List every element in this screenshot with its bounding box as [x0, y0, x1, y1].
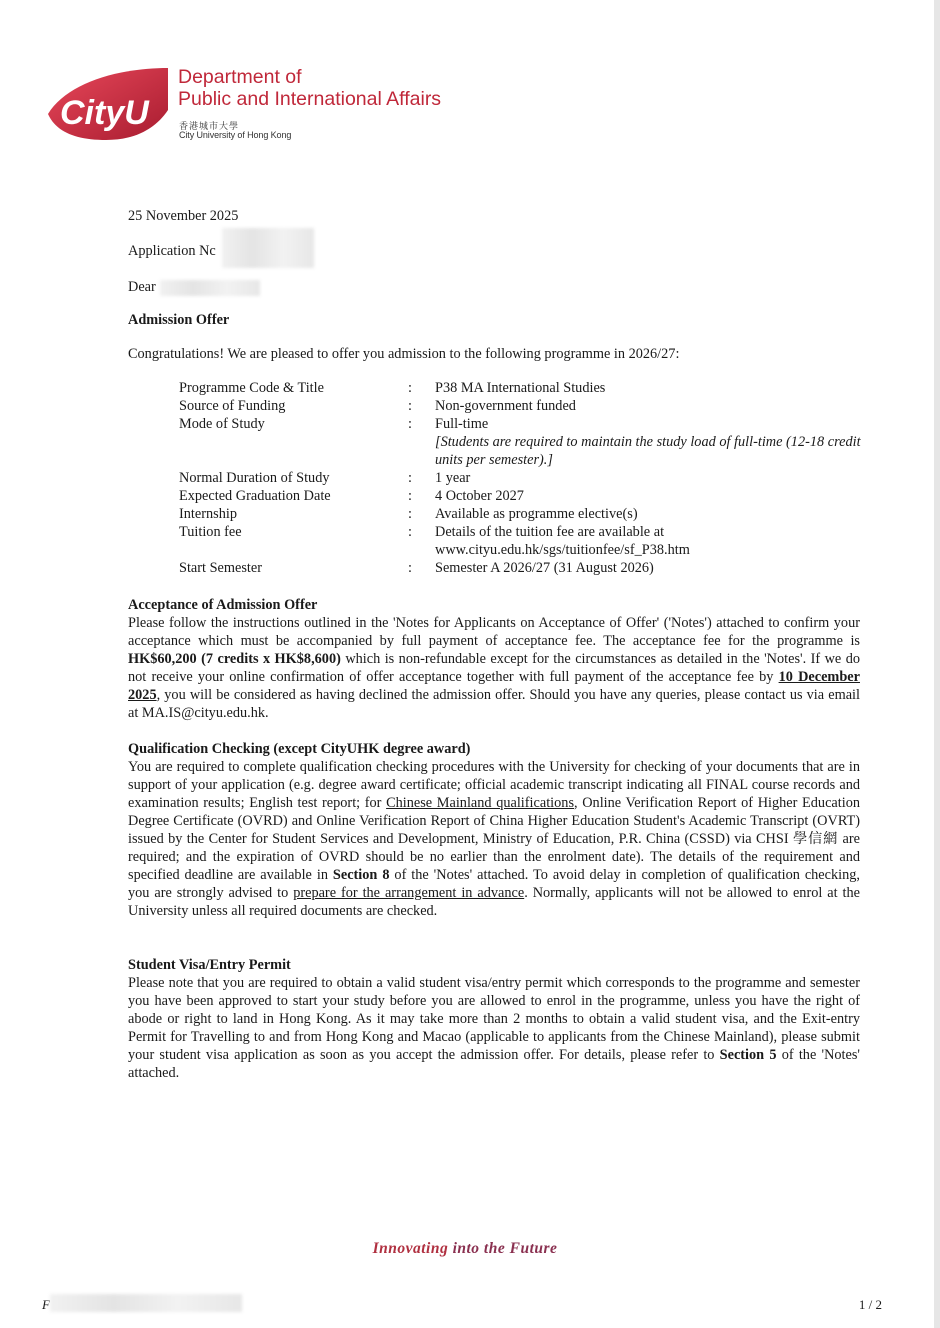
section-8-ref: Section 8: [332, 867, 390, 883]
qualification-heading: Qualification Checking (except CityUHK degree award): [128, 741, 471, 757]
row-value: 1 year: [435, 470, 471, 486]
acceptance-text-1: Please follow the instructions outlined in the 'Notes for Applicants on Acceptance of Offer' ('Notes') attached to confirm your acceptance which must be accompanied by full payment of acceptance fee. The acceptance fee for the programme is: [128, 615, 860, 649]
reference-prefix: F: [42, 1297, 50, 1312]
row-colon: :: [408, 398, 412, 414]
row-colon: :: [408, 488, 412, 504]
intro-text: Congratulations! We are pleased to offer you admission to the following programme in 2026/27:: [128, 346, 680, 362]
logo-text: CityU: [60, 94, 149, 132]
row-label: Start Semester: [179, 560, 262, 576]
qualification-text-4: . Normally, applicants will not be allowed to enrol at the University unless all required documents are checked.: [128, 885, 860, 919]
row-label: Normal Duration of Study: [179, 470, 330, 486]
section-5-ref: Section 5: [719, 1047, 777, 1063]
row-colon: :: [408, 524, 412, 540]
dept-line-1: Department of: [178, 66, 302, 88]
subject-heading: Admission Offer: [128, 312, 230, 328]
qualification-text-3: of the 'Notes' attached. To avoid delay in completion of qualification checking, you are strongly advised to: [128, 867, 860, 901]
letter-date: 25 November 2025: [128, 208, 239, 224]
page-edge: [934, 0, 940, 1328]
row-colon: :: [408, 416, 412, 432]
study-load-note-text: [Students are required to maintain the study load of full-time (12-18 credit units per semester).]: [435, 434, 861, 468]
visa-heading: Student Visa/Entry Permit: [128, 957, 291, 973]
slogan-part-2: into the Future: [448, 1240, 558, 1257]
row-label: Tuition fee: [179, 524, 242, 540]
page-number: 1 / 2: [858, 1297, 882, 1312]
university-name-chinese: 香港城市大學: [179, 122, 240, 132]
salutation: Dear: [128, 279, 156, 295]
footer-slogan: [0, 1240, 930, 1258]
visa-text-2: of the 'Notes' attached.: [128, 1047, 861, 1081]
redacted-reference: [50, 1294, 242, 1312]
row-value: Full-time: [435, 416, 489, 432]
chinese-mainland-qualifications-link[interactable]: Chinese Mainland qualifications: [386, 795, 575, 811]
row-label: Mode of Study: [179, 416, 265, 432]
acceptance-fee: HK$60,200 (7 credits x HK$8,600): [128, 651, 341, 667]
row-label: Programme Code & Title: [179, 380, 324, 396]
study-load-note: [435, 433, 867, 469]
acceptance-section: [128, 596, 860, 722]
university-name-english: City University of Hong Kong: [179, 130, 292, 140]
row-value: Semester A 2026/27 (31 August 2026): [435, 560, 654, 576]
row-value: Non-government funded: [435, 398, 576, 414]
row-value: Details of the tuition fee are available at www.cityu.edu.hk/sgs/tuitionfee/sf_P38.htm: [435, 524, 690, 558]
row-colon: :: [408, 560, 412, 576]
qualification-section: [128, 740, 860, 920]
row-colon: :: [408, 506, 412, 522]
row-colon: :: [408, 380, 412, 396]
prepare-in-advance-link[interactable]: prepare for the arrangement in advance: [293, 885, 525, 901]
row-colon: :: [408, 470, 412, 486]
department-name: [178, 66, 441, 110]
cityu-logo: [46, 66, 170, 142]
qualification-text-1: You are required to complete qualification checking procedures with the University for checking of your documents that are in support of your application (e.g. degree award certificate; official academic transcript indicating all FINAL course records and examination results; English test report; for: [128, 759, 860, 811]
slogan-part-1: Innovating: [372, 1240, 449, 1257]
dept-line-2: Public and International Affairs: [178, 88, 442, 110]
application-number-label: Application Nc: [128, 243, 216, 259]
acceptance-text-2: which is non-refundable except for the circumstances as detailed in the 'Notes'. If we do not receive your online confirmation of offer acceptance together with full payment of the acceptance fee by: [128, 651, 860, 685]
row-label: Source of Funding: [179, 398, 286, 414]
acceptance-text-3: , you will be considered as having declined the admission offer. Should you have any queries, please contact us via email at MA.IS@cityu.edu.hk.: [128, 687, 860, 721]
qualification-text-2: , Online Verification Report of Higher Education Degree Certificate (OVRD) and Online Verification Report of China Higher Education Student's Academic Transcript (OVRT) issued by the Center for Student Services and Development, Ministry of Education, P.R. China (CSSD) via CHSI 學信網 are required; and the expiration of OVRD should be no earlier than the enrolment date). The details of the requirement and specified deadline are available in: [128, 795, 860, 883]
acceptance-deadline: 10 December 2025: [128, 669, 860, 703]
row-value: Available as programme elective(s): [435, 506, 638, 522]
row-value: P38 MA International Studies: [435, 380, 606, 396]
visa-text-1: Please note that you are required to obtain a valid student visa/entry permit which corresponds to the programme and semester you have been approved to start your study before you are allowed to enrol in the programme, unless you have the right of abode or right to land in Hong Kong. As it may take more than 2 months to obtain a valid student visa, and the Exit-entry Permit for Travelling to and from Hong Kong and Macao (applicable to applicants from the Chinese Mainland), please submit your student visa application as soon as you accept the admission offer. For details, please refer to: [128, 975, 860, 1063]
visa-section: [128, 956, 860, 1082]
row-label: Internship: [179, 506, 237, 522]
row-value: 4 October 2027: [435, 488, 524, 504]
acceptance-heading: Acceptance of Admission Offer: [128, 597, 318, 613]
row-label: Expected Graduation Date: [179, 488, 331, 504]
redacted-applicant-name: [160, 280, 260, 296]
redacted-application-number: [222, 228, 314, 268]
